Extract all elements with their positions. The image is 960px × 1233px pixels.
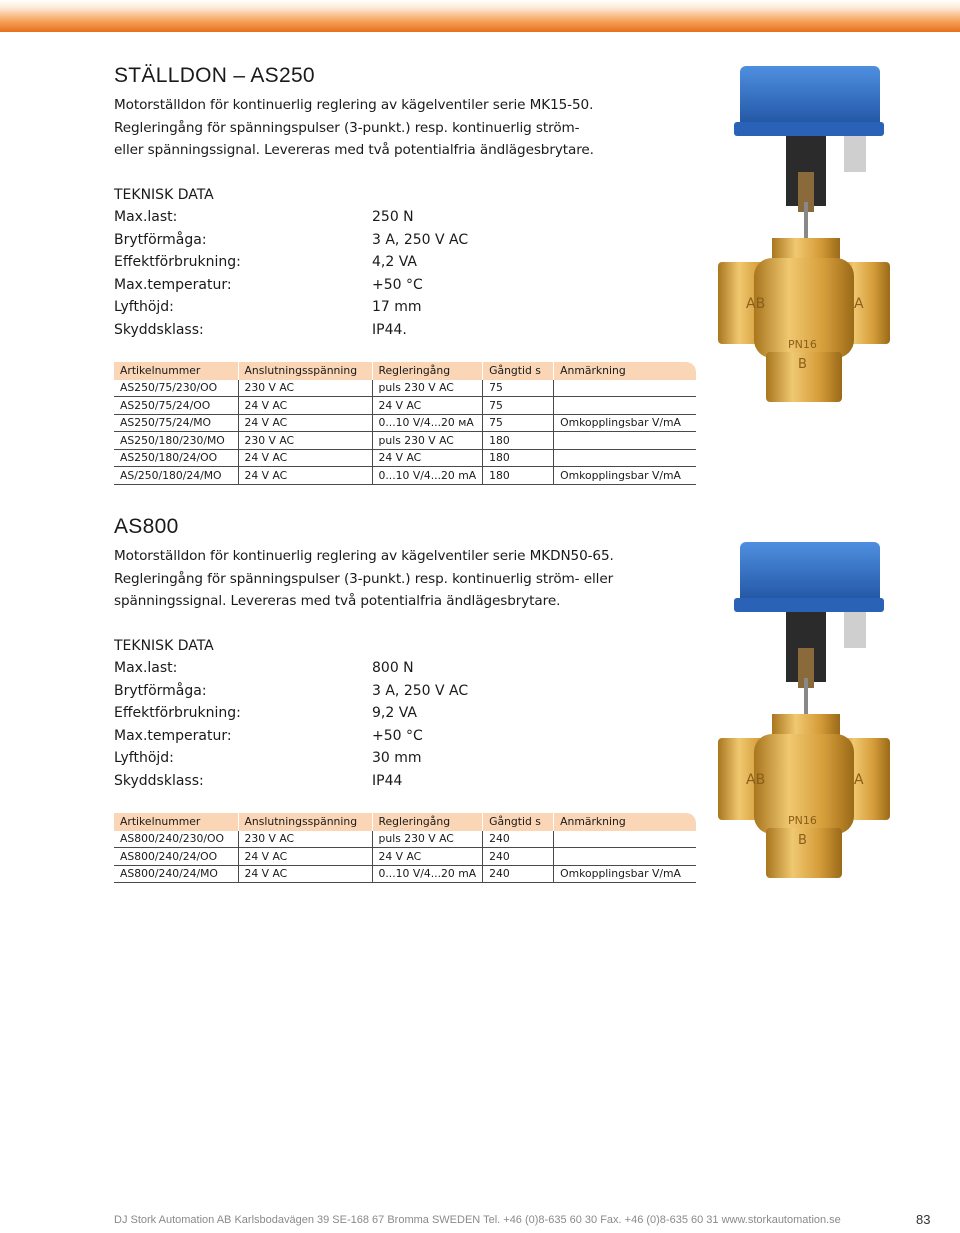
table-cell: 180 [483, 449, 554, 467]
description-line: spänningssignal. Levereras med två potentialfria ändlägesbrytare. [114, 593, 561, 609]
table-cell: puls 230 V AC [372, 831, 483, 848]
tech-label: Skyddsklass: [114, 321, 204, 338]
tech-label: Brytförmåga: [114, 231, 207, 248]
table-header-row [114, 362, 696, 380]
tech-data-list [114, 206, 714, 342]
table-row [114, 380, 696, 397]
table-cell: 24 V AC [238, 397, 372, 415]
column-header: Anmärkning [554, 813, 696, 831]
column-header: Anslutningsspänning [238, 813, 372, 831]
tech-row-stroke [114, 296, 714, 319]
tech-row-protection-class [114, 770, 714, 793]
column-header: Artikelnummer [114, 813, 238, 831]
tech-value: 3 A, 250 V AC [372, 231, 469, 248]
tech-row-power [114, 702, 714, 725]
tech-row-max-temperature [114, 274, 714, 297]
table-header-row [114, 813, 696, 831]
table-cell [554, 848, 696, 866]
valve-mark: B [798, 357, 807, 372]
table-cell [554, 380, 696, 397]
tech-value: 4,2 VA [372, 254, 417, 271]
description-line: Regleringång för spänningspulser (3-punkt.) resp. kontinuerlig ström- eller [114, 570, 614, 587]
table-cell: 230 V AC [238, 380, 372, 397]
table-cell: 24 V AC [238, 865, 372, 883]
column-header: Anslutningsspänning [238, 362, 372, 380]
tech-label: Max.last: [114, 209, 178, 225]
valve-mark: AB [746, 772, 766, 788]
table-cell [554, 831, 696, 848]
table-cell: 24 V AC [238, 414, 372, 432]
table-cell: 75 [483, 414, 554, 432]
tech-label: Brytförmåga: [114, 682, 207, 699]
table-cell [554, 432, 696, 450]
table-cell: AS/250/180/24/MO [114, 467, 238, 485]
table-cell: 0...10 V/4...20 мA [372, 414, 483, 432]
valve-mark: A [854, 772, 864, 788]
table-cell: 24 V AC [372, 848, 483, 866]
column-header: Regleringång [372, 362, 483, 380]
table-row [114, 449, 696, 467]
article-table [114, 813, 696, 884]
column-header: Gångtid s [483, 362, 554, 380]
table-cell: 0...10 V/4...20 mA [372, 467, 483, 485]
tech-row-max-load [114, 206, 714, 229]
table-row [114, 831, 696, 848]
table-cell: AS800/240/24/MO [114, 865, 238, 883]
column-header: Artikelnummer [114, 362, 238, 380]
table-cell: Omkopplingsbar V/mA [554, 865, 696, 883]
table-cell: 24 V AC [238, 848, 372, 866]
valve-mark: PN16 [788, 814, 817, 827]
table-cell: 24 V AC [372, 449, 483, 467]
table-cell: 180 [483, 432, 554, 450]
tech-row-breaking-capacity [114, 680, 714, 703]
table-cell: AS250/75/24/OO [114, 397, 238, 415]
description-line: Motorställdon för kontinuerlig reglering av kägelventiler serie MK15-50. [114, 97, 594, 113]
tech-label: Lyfthöjd: [114, 299, 174, 316]
table-row [114, 848, 696, 866]
section-as250 [114, 62, 714, 485]
valve-mark: PN16 [788, 338, 817, 351]
table-cell: 75 [483, 397, 554, 415]
table-cell: 230 V AC [238, 432, 372, 450]
table-cell: 75 [483, 380, 554, 397]
tech-data-list [114, 657, 714, 793]
column-header: Anmärkning [554, 362, 696, 380]
valve-actuator-image [714, 62, 890, 407]
description-line: Motorställdon för kontinuerlig reglering av kägelventiler serie MKDN50-65. [114, 548, 614, 564]
valve-mark: A [854, 296, 864, 312]
tech-value: 250 N [372, 209, 414, 225]
column-header: Gångtid s [483, 813, 554, 831]
table-cell: 24 V AC [238, 449, 372, 467]
tech-row-power [114, 251, 714, 274]
table-cell: Omkopplingsbar V/mA [554, 414, 696, 432]
description-line: Regleringång för spänningspulser (3-punkt.) resp. kontinuerlig ström- [114, 119, 580, 136]
footer-contact: DJ Stork Automation AB Karlsbodavägen 39 SE-168 67 Bromma SWEDEN Tel. +46 (0)8-635 60 30 Fax. +46 (0)8-635 60 31 www.storkautomation.se [114, 1214, 841, 1226]
table-cell: 240 [483, 831, 554, 848]
tech-value: 30 mm [372, 750, 422, 767]
valve-mark: AB [746, 296, 766, 312]
tech-row-breaking-capacity [114, 229, 714, 252]
section-description [114, 94, 714, 162]
tech-row-max-load [114, 657, 714, 680]
section-title: AS800 [114, 515, 179, 538]
tech-label: Skyddsklass: [114, 772, 204, 789]
description-line: eller spänningssignal. Levereras med två potentialfria ändlägesbrytare. [114, 142, 594, 158]
tech-row-max-temperature [114, 725, 714, 748]
tech-value: 3 A, 250 V AC [372, 682, 469, 699]
top-accent-bar [0, 0, 960, 32]
tech-heading: TEKNISK DATA [114, 637, 214, 654]
table-cell: AS800/240/24/OO [114, 848, 238, 866]
table-cell: 24 V AC [372, 397, 483, 415]
column-header: Regleringång [372, 813, 483, 831]
table-cell [554, 397, 696, 415]
tech-row-protection-class [114, 319, 714, 342]
table-cell: AS250/75/24/MO [114, 414, 238, 432]
tech-value: IP44 [372, 772, 403, 789]
tech-value: +50 °C [372, 727, 423, 744]
section-as800 [114, 513, 714, 883]
table-cell: AS250/180/24/OO [114, 449, 238, 467]
tech-label: Max.last: [114, 660, 178, 676]
tech-label: Effektförbrukning: [114, 705, 241, 722]
table-row [114, 397, 696, 415]
valve-mark: B [798, 833, 807, 848]
tech-label: Effektförbrukning: [114, 254, 241, 271]
tech-value: 800 N [372, 660, 414, 676]
table-cell: 24 V AC [238, 467, 372, 485]
table-cell: puls 230 V AC [372, 432, 483, 450]
tech-row-stroke [114, 747, 714, 770]
valve-actuator-image [714, 538, 890, 883]
section-title: STÄLLDON – AS250 [114, 64, 315, 87]
table-cell [554, 449, 696, 467]
tech-label: Max.temperatur: [114, 276, 232, 293]
table-cell: 240 [483, 865, 554, 883]
tech-value: +50 °C [372, 276, 423, 293]
page-number: 83 [916, 1212, 931, 1227]
table-row [114, 467, 696, 485]
table-cell: 180 [483, 467, 554, 485]
table-row [114, 414, 696, 432]
tech-value: 9,2 VA [372, 705, 417, 722]
table-row [114, 865, 696, 883]
table-cell: 0...10 V/4...20 mA [372, 865, 483, 883]
table-cell: Omkopplingsbar V/mA [554, 467, 696, 485]
tech-heading: TEKNISK DATA [114, 186, 214, 203]
table-cell: 230 V AC [238, 831, 372, 848]
table-cell: AS250/180/230/MO [114, 432, 238, 450]
table-cell: 240 [483, 848, 554, 866]
table-cell: AS800/240/230/OO [114, 831, 238, 848]
article-table [114, 362, 696, 485]
tech-value: IP44. [372, 321, 407, 338]
tech-label: Max.temperatur: [114, 727, 232, 744]
table-cell: puls 230 V AC [372, 380, 483, 397]
table-row [114, 432, 696, 450]
section-description [114, 545, 714, 613]
tech-value: 17 mm [372, 299, 422, 316]
tech-label: Lyfthöjd: [114, 750, 174, 767]
table-cell: AS250/75/230/OO [114, 380, 238, 397]
